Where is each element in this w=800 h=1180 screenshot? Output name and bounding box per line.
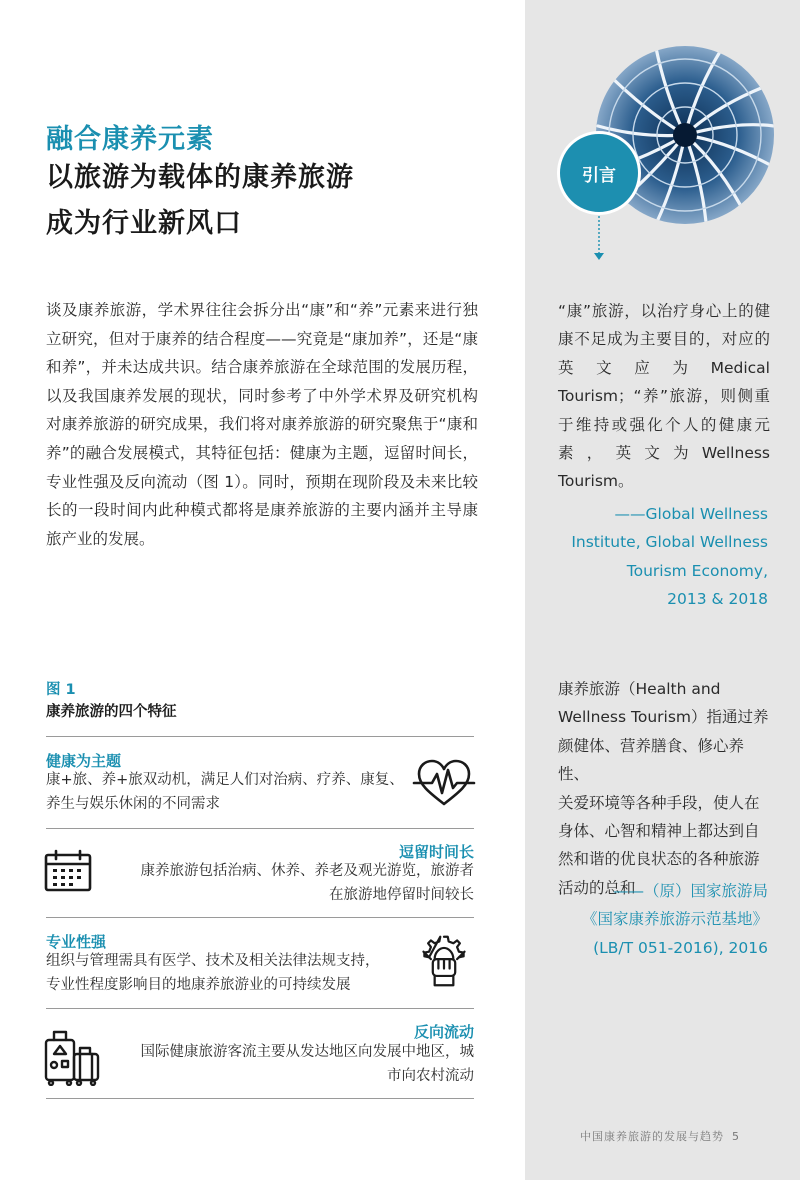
feature-desc-line: 专业性程度影响目的地康养旅游业的可持续发展 bbox=[46, 976, 351, 993]
feature-desc-line: 养生与娱乐休闲的不同需求 bbox=[46, 795, 220, 812]
feature-title-duration: 逗留时间长 bbox=[398, 843, 474, 861]
title-line-2: 成为行业新风口 bbox=[46, 208, 242, 239]
feature-desc-reverse-flow bbox=[100, 1041, 474, 1088]
feature-desc-duration bbox=[100, 860, 474, 907]
page-number: 5 bbox=[732, 1130, 740, 1143]
quote-line: 颜健体、营养膳食、修心养性、 bbox=[558, 736, 745, 784]
quote-definition: “康”旅游，以治疗身心上的健康不足成为主要目的，对应的英文应为Medical Tourism；“养”旅游，则侧重于维持或强化个人的健康元素，英文为Wellness Tourism。 bbox=[558, 302, 770, 491]
footer-title: 中国康养旅游的发展与趋势 bbox=[580, 1130, 724, 1143]
quote-line: 然和谐的优良状态的各种旅游 bbox=[558, 850, 760, 869]
heartbeat-icon bbox=[412, 756, 476, 812]
source-line: (LB/T 051-2016), 2016 bbox=[593, 938, 768, 957]
feature-desc-line: 康+旅、养+旅双动机，满足人们对治病、疗养、康复、 bbox=[46, 772, 404, 788]
page-footer bbox=[580, 1128, 740, 1144]
feature-desc-line: 组织与管理需具有医学、技术及相关法律法规支持， bbox=[46, 953, 380, 969]
luggage-icon bbox=[40, 1028, 102, 1086]
figure-label: 图 1 bbox=[46, 682, 76, 698]
page-title bbox=[46, 155, 354, 247]
quote-source-gwi bbox=[540, 500, 768, 614]
feature-title-reverse-flow: 反向流动 bbox=[413, 1023, 474, 1041]
feature-title-health: 健康为主题 bbox=[46, 752, 122, 770]
divider bbox=[46, 917, 474, 918]
source-line: 《国家康养旅游示范基地》 bbox=[581, 910, 768, 929]
source-line: ——Global Wellness bbox=[614, 505, 768, 523]
quote-line: Wellness Tourism）指通过养 bbox=[558, 708, 769, 727]
quote-line: 康养旅游（Health and bbox=[558, 680, 721, 698]
title-line-1: 以旅游为载体的康养旅游 bbox=[46, 162, 354, 193]
feature-desc-health bbox=[46, 769, 406, 816]
divider bbox=[46, 1008, 474, 1009]
arrow-down-icon bbox=[588, 216, 610, 264]
feature-title-professional: 专业性强 bbox=[46, 933, 107, 951]
source-line: 2013 & 2018 bbox=[667, 590, 768, 609]
divider bbox=[46, 736, 474, 737]
divider bbox=[46, 1098, 474, 1099]
source-line: ——（原）国家旅游局 bbox=[612, 882, 768, 900]
gear-wrench-fist-icon bbox=[412, 933, 476, 989]
figure-title: 康养旅游的四个特征 bbox=[46, 704, 177, 720]
feature-desc-line: 市向农村流动 bbox=[387, 1067, 474, 1084]
section-kicker: 融合康养元素 bbox=[46, 124, 214, 155]
divider bbox=[46, 828, 474, 829]
quote-line: 身体、心智和精神上都达到自 bbox=[558, 822, 760, 841]
source-line: Institute, Global Wellness bbox=[571, 533, 768, 552]
quote-line: 活动的总和 bbox=[558, 878, 636, 897]
feature-desc-line: 在旅游地停留时间较长 bbox=[329, 886, 474, 903]
calendar-icon bbox=[40, 848, 96, 894]
quote-line: 关爱环境等各种手段，使人在 bbox=[558, 793, 760, 812]
body-paragraph: 谈及康养旅游，学术界往往会拆分出“康”和“养”元素来进行独立研究，但对于康养的结合程度——究竟是“康加养”，还是“康和养”，并未达成共识。结合康养旅游在全球范围的发展历程，以及我国康养发展的现状，同时参考了中外学术界及研究机构对康养旅游的研究成果，我们将对康养旅游的研究聚焦于“康和养”的融合发展模式，其特征包括：健康为主题，逗留时间长，专业性强及反向流动（图 1）。同时，预期在现阶段及未来比较长的一段时间内此种模式都将是康养旅游的主要内涵并主导康旅产业的发展。 bbox=[46, 301, 478, 548]
source-line: Tourism Economy, bbox=[626, 561, 768, 580]
intro-badge: 引言 bbox=[557, 131, 641, 215]
feature-desc-line: 国际健康旅游客流主要从发达地区向发展中地区，城 bbox=[140, 1044, 474, 1060]
feature-desc-professional bbox=[46, 950, 406, 997]
quote-source-cnta bbox=[540, 877, 768, 962]
feature-desc-line: 康养旅游包括治病、休养、养老及观光游览，旅游者 bbox=[140, 863, 474, 879]
quote-health-wellness bbox=[558, 675, 770, 902]
